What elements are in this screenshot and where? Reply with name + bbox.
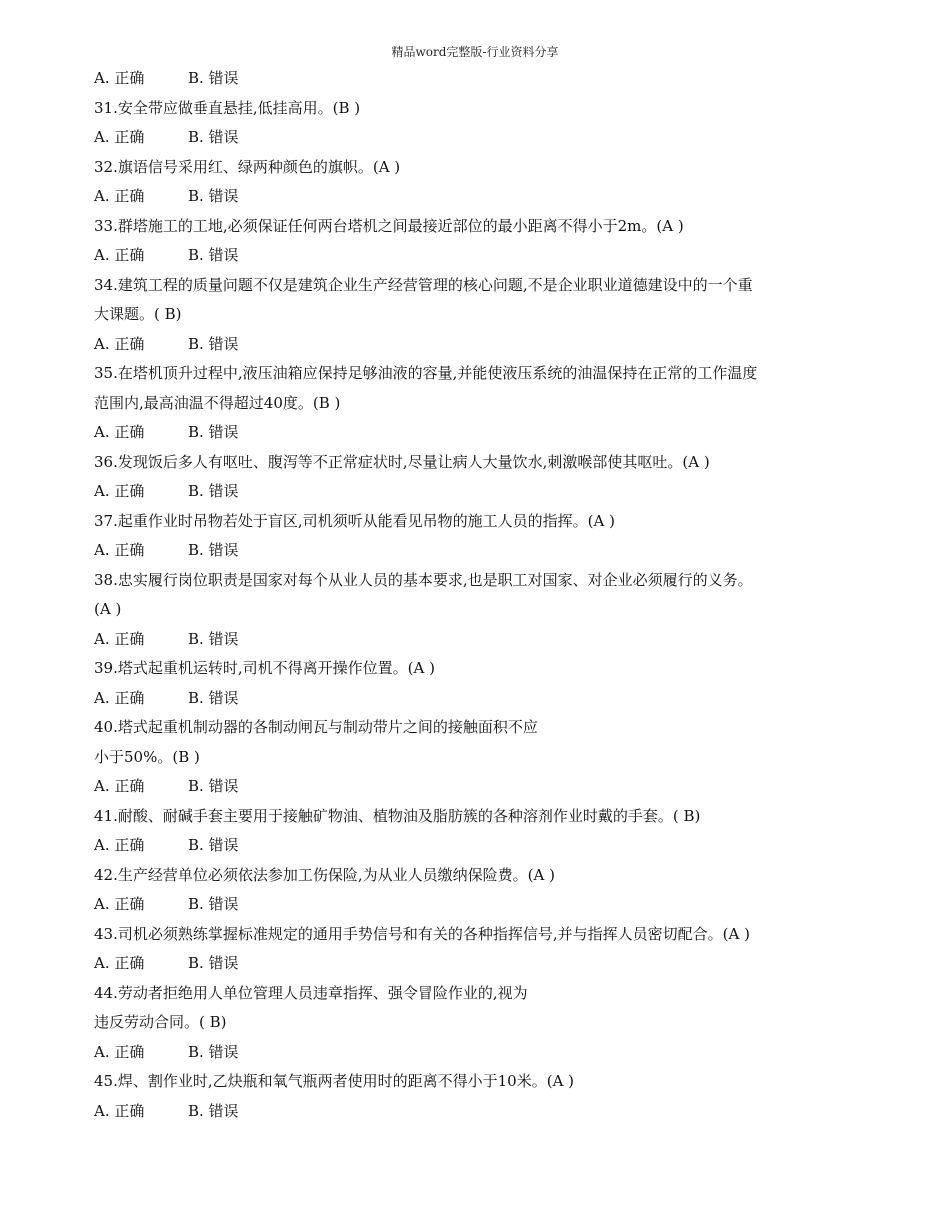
option-a: A. 正确: [94, 777, 145, 795]
option-b: B. 错误: [188, 777, 239, 795]
question-item: [94, 802, 864, 861]
option-b: B. 错误: [188, 836, 239, 854]
question-text-line: 36.发现饭后多人有呕吐、腹泻等不正常症状时,尽量让病人大量饮水,刺激喉部使其呕吐。(A ): [94, 452, 710, 471]
answer-options: [94, 330, 864, 360]
question-item: [94, 861, 864, 920]
option-b: B. 错误: [188, 187, 239, 205]
answer-options: [94, 1097, 864, 1127]
answer-options: [94, 477, 864, 507]
question-text-line: 40.塔式起重机制动器的各制动闸瓦与制动带片之间的接触面积不应: [94, 718, 538, 736]
question-item: [94, 507, 864, 566]
question-item: [94, 566, 864, 655]
question-text-line: 违反劳动合同。( B): [94, 1013, 227, 1031]
option-b: B. 错误: [188, 954, 239, 972]
option-a: A. 正确: [94, 482, 145, 500]
question-text-line: 42.生产经营单位必须依法参加工伤保险,为从业人员缴纳保险费。(A ): [94, 865, 555, 884]
option-b: B. 错误: [188, 69, 239, 87]
option-a: A. 正确: [94, 1042, 145, 1061]
option-b: B. 错误: [188, 1101, 239, 1120]
answer-options: [94, 182, 864, 212]
question-text-line: 小于50%。(B ): [94, 747, 200, 766]
question-text-line: 31.安全带应做垂直悬挂,低挂高用。(B ): [94, 98, 361, 117]
option-a: A. 正确: [94, 895, 145, 913]
document-body: [94, 64, 864, 1126]
answer-options: [94, 772, 864, 802]
option-a: A. 正确: [94, 246, 145, 264]
option-b: B. 错误: [188, 688, 239, 707]
question-text-line: 43.司机必须熟练掌握标准规定的通用手势信号和有关的各种指挥信号,并与指挥人员密切配合。(A ): [94, 924, 750, 943]
option-b: B. 错误: [188, 482, 239, 500]
question-item: [94, 713, 864, 802]
question-text-line: 45.焊、割作业时,乙炔瓶和氧气瓶两者使用时的距离不得小于10米。(A ): [94, 1072, 575, 1090]
option-b: B. 错误: [188, 246, 239, 264]
question-item: [94, 94, 864, 153]
question-text-line: 39.塔式起重机运转时,司机不得离开操作位置。(A ): [94, 659, 435, 677]
option-b: B. 错误: [188, 423, 239, 441]
question-item: [94, 654, 864, 713]
option-a: A. 正确: [94, 423, 145, 441]
question-list: [94, 94, 864, 1127]
question-item: [94, 359, 864, 448]
question-text-line: 37.起重作业时吊物若处于盲区,司机须听从能看见吊物的施工人员的指挥。(A ): [94, 511, 615, 530]
question-text-line: 33.群塔施工的工地,必须保证任何两台塔机之间最接近部位的最小距离不得小于2m。(A ): [94, 216, 684, 235]
option-a: A. 正确: [94, 541, 145, 559]
option-a: A. 正确: [94, 688, 145, 707]
question-text-line: 38.忠实履行岗位职责是国家对每个从业人员的基本要求,也是职工对国家、对企业必须履行的义务。: [94, 570, 753, 589]
option-a: A. 正确: [94, 128, 145, 146]
option-b: B. 错误: [188, 541, 239, 559]
option-a: A. 正确: [94, 69, 145, 87]
option-a: A. 正确: [94, 334, 145, 353]
answer-options: [94, 1038, 864, 1068]
option-a: A. 正确: [94, 629, 145, 648]
question-text-line: 41.耐酸、耐碱手套主要用于接触矿物油、植物油及脂肪簇的各种溶剂作业时戴的手套。( B): [94, 806, 701, 825]
page-header: 精品word完整版-行业资料分享: [391, 45, 559, 59]
answer-options: [94, 949, 864, 979]
answer-options: [94, 831, 864, 861]
question-item: [94, 153, 864, 212]
question-item: [94, 979, 864, 1068]
question-text-line: 35.在塔机顶升过程中,液压油箱应保持足够油液的容量,并能使液压系统的油温保持在正常的工作温度: [94, 364, 758, 382]
answer-options: [94, 625, 864, 655]
answer-options: [94, 64, 864, 94]
question-item: [94, 212, 864, 271]
option-b: B. 错误: [188, 629, 239, 648]
option-a: A. 正确: [94, 1101, 145, 1120]
option-b: B. 错误: [188, 128, 239, 146]
option-a: A. 正确: [94, 187, 145, 205]
question-item: [94, 920, 864, 979]
answer-options: [94, 684, 864, 714]
option-b: B. 错误: [188, 334, 239, 353]
answer-options: [94, 418, 864, 448]
question-text-line: 范围内,最高油温不得超过40度。(B ): [94, 393, 341, 412]
option-a: A. 正确: [94, 836, 145, 854]
answer-options: [94, 123, 864, 153]
question-text-line: 大课题。( B): [94, 305, 182, 323]
question-item: [94, 271, 864, 360]
question-text-line: 44.劳动者拒绝用人单位管理人员违章指挥、强令冒险作业的,视为: [94, 983, 528, 1002]
question-item: [94, 1067, 864, 1126]
question-item: [94, 448, 864, 507]
option-b: B. 错误: [188, 1042, 239, 1061]
answer-options: [94, 241, 864, 271]
answer-options: [94, 536, 864, 566]
answer-options: [94, 890, 864, 920]
option-b: B. 错误: [188, 895, 239, 913]
question-text-line: 34.建筑工程的质量问题不仅是建筑企业生产经营管理的核心问题,不是企业职业道德建设中的一个重: [94, 275, 753, 294]
question-text-line: 32.旗语信号采用红、绿两种颜色的旗帜。(A ): [94, 157, 401, 176]
option-a: A. 正确: [94, 954, 145, 972]
question-text-line: (A ): [94, 600, 122, 618]
